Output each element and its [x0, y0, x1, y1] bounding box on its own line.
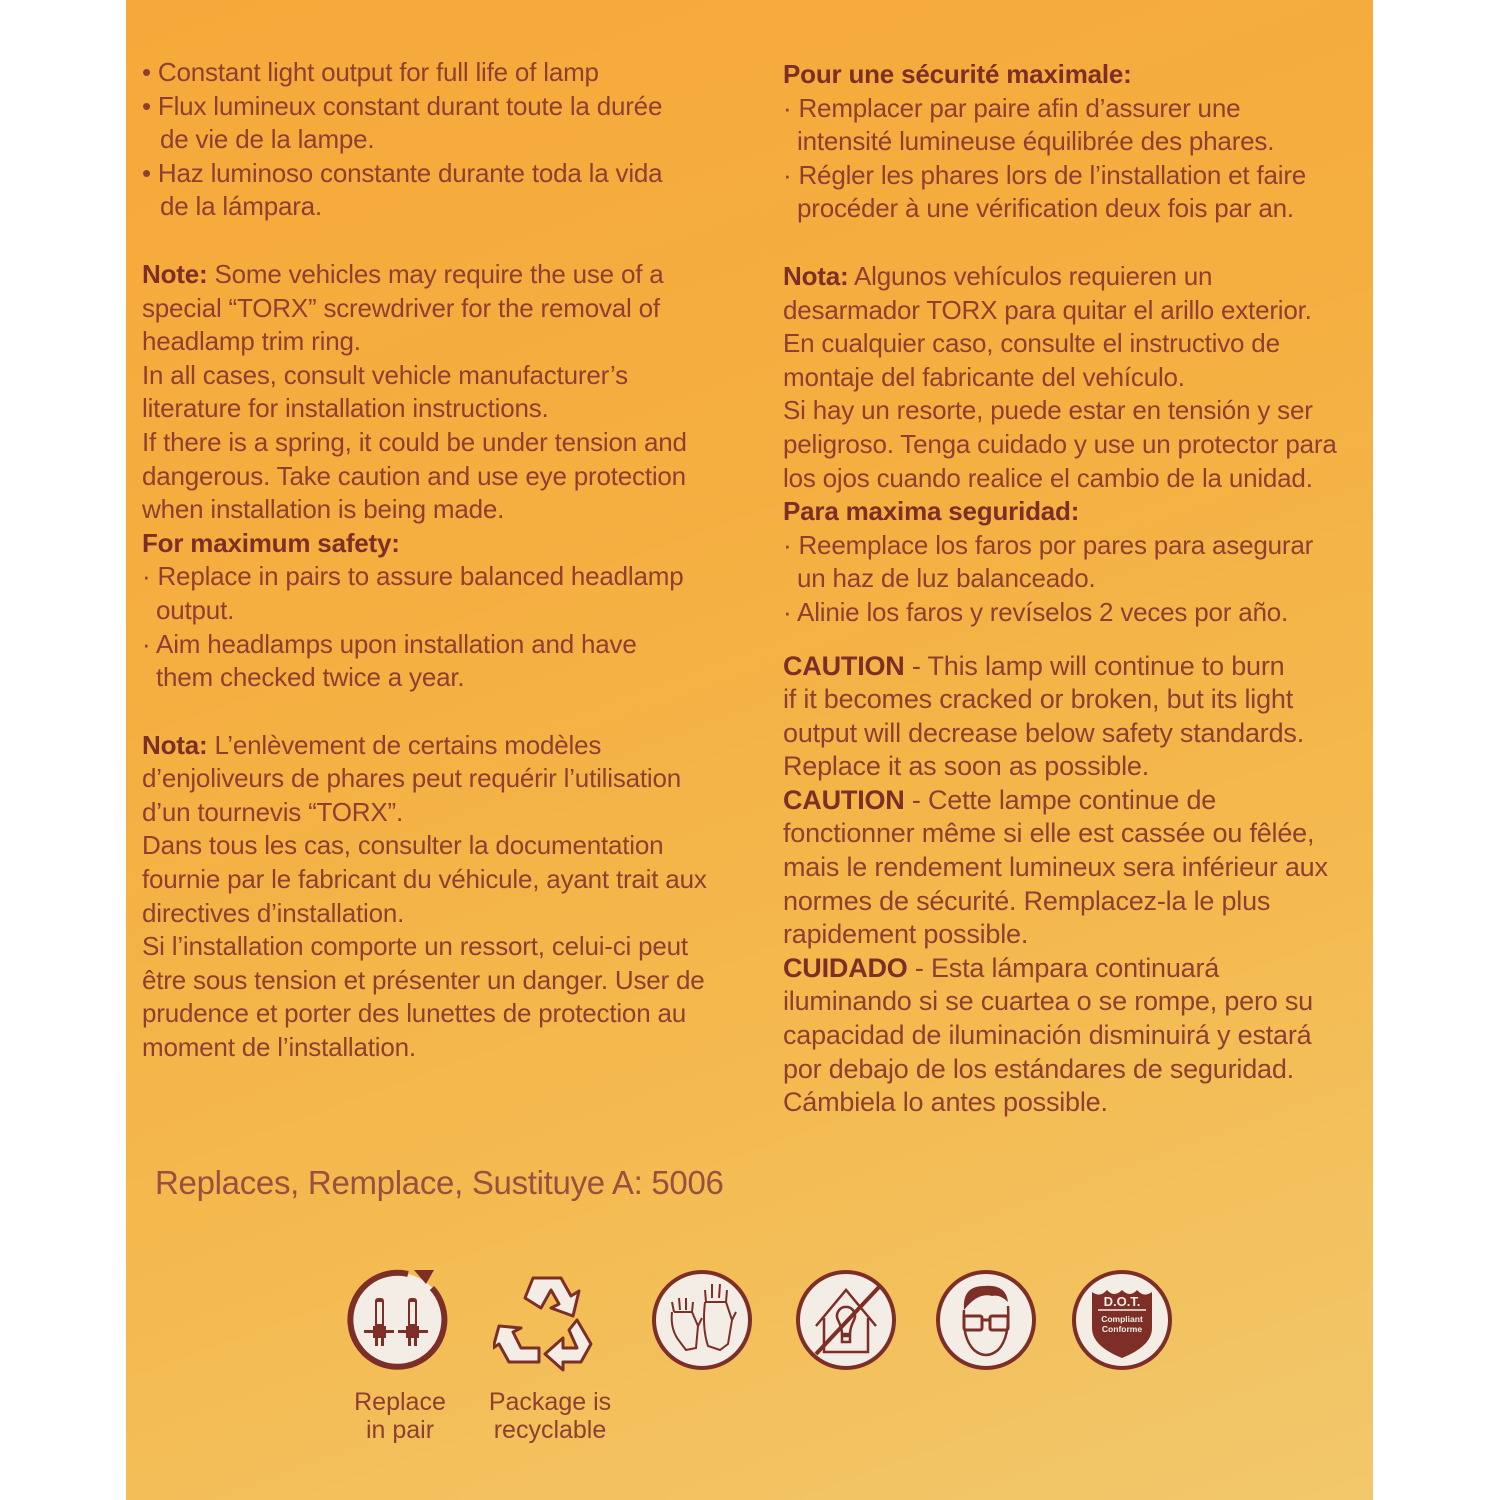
dot-badge-compliant: Compliant [1101, 1314, 1143, 1324]
safety-heading: For maximum safety: [142, 527, 400, 558]
caution-fr: CAUTION - Cette lampe continue de fonctionner même si elle est cassée ou fêlée, mais le rendement lumineux sera inférieur aux normes de sécurité. Remplacez-la le plus rapidement possible. [783, 784, 1328, 950]
feature-fr-cont: de vie de la lampe. [160, 124, 375, 155]
note-label: Note: [142, 258, 208, 289]
note-en: Note: Some vehicles may require the use of a special “TORX” screwdriver for the removal of headlamp trim ring. In all cases, consult vehicle manufacturer’s literature for installation instructions. If there is a spring, it could be under tension and dangerous. Take caution and use eye protection when installation is being made. [142, 258, 687, 525]
dot-badge-conforme: Conforme [1101, 1324, 1143, 1334]
dot-badge-title: D.O.T. [1103, 1294, 1141, 1309]
safety-heading-es: Para maxima seguridad: [783, 496, 1080, 527]
note-es: Nota: Algunos vehículos requieren un desarmador TORX para quitar el arillo exterior. En cualquier caso, consulte el instructivo de montaje del fabricante del vehículo. Si hay un resorte, puede estar en tensión y ser peligroso. Tenga cuidado y use un protector para los ojos cuando realice el cambio de la unidad. [783, 260, 1337, 493]
feature-fr: • Flux lumineux constant durant toute la durée [142, 90, 663, 121]
replace-in-pair-label: Replace in pair [354, 1388, 446, 1444]
feature-es-cont: de la lámpara. [160, 191, 322, 222]
feature-es: • Haz luminoso constante durante toda la vida [142, 157, 663, 188]
nota-label: Nota: [142, 729, 208, 760]
caution-en: CAUTION - This lamp will continue to burn if it becomes cracked or broken, but its light output will decrease below safety standards. Replace it as soon as possible. [783, 650, 1304, 782]
note-fr: Nota: L’enlèvement de certains modèles d’enjoliveurs de phares peut requérir l’utilisation d’un tournevis “TORX”. Dans tous les cas, consulter la documentation fournie par le fabricant du véhicule, ayant trait aux directives d’installation. Si l’installation comporte un ressort, celui-ci peut être sous tension et présenter un danger. User de prudence et porter des lunettes de protection au moment de l’installation. [142, 729, 707, 1063]
feature-en: • Constant light output for full life of lamp [142, 57, 599, 87]
caution-label-fr: CAUTION [783, 784, 905, 815]
safety-fr: Pour une sécurité maximale: · Remplacer par paire afin d’assurer une intensité lumineuse équilibrée des phares. · Régler les phares lors de l’installation et faire procéder à une vérification deux fois par an. [783, 58, 1373, 226]
cuidado-label: CUIDADO [783, 952, 908, 983]
dot-compliant-icon [1070, 1268, 1174, 1372]
recyclable-label: Package is recyclable [488, 1388, 612, 1444]
left-column [142, 56, 752, 1065]
no-household-use-icon [794, 1268, 898, 1372]
nota-label-es: Nota: [783, 260, 849, 291]
safety-en: For maximum safety: · Replace in pairs to assure balanced headlamp output. · Aim headlamps upon installation and have them checked twice a year. [142, 527, 752, 695]
right-column [783, 58, 1373, 1120]
safety-es: Para maxima seguridad: · Reemplace los faros por pares para asegurar un haz de luz balanceado. · Alinie los faros y revíselos 2 veces por año. [783, 495, 1373, 629]
replaces-text: Replaces, Remplace, Sustituye A: 5006 [155, 1164, 724, 1201]
recycle-icon [493, 1268, 611, 1372]
replace-in-pair-icon [346, 1268, 450, 1372]
safety-heading-fr: Pour une sécurité maximale: [783, 59, 1132, 89]
caution-es: CUIDADO - Esta lámpara continuará iluminando si se cuartea o se rompe, pero su capacidad de iluminación disminuirá y estará por debajo de los estándares de seguridad. Cámbiela lo antes possible. [783, 952, 1313, 1118]
eye-protection-icon [934, 1268, 1038, 1372]
gloves-icon [650, 1268, 754, 1372]
features-list [142, 56, 752, 224]
caution-label: CAUTION [783, 650, 905, 681]
